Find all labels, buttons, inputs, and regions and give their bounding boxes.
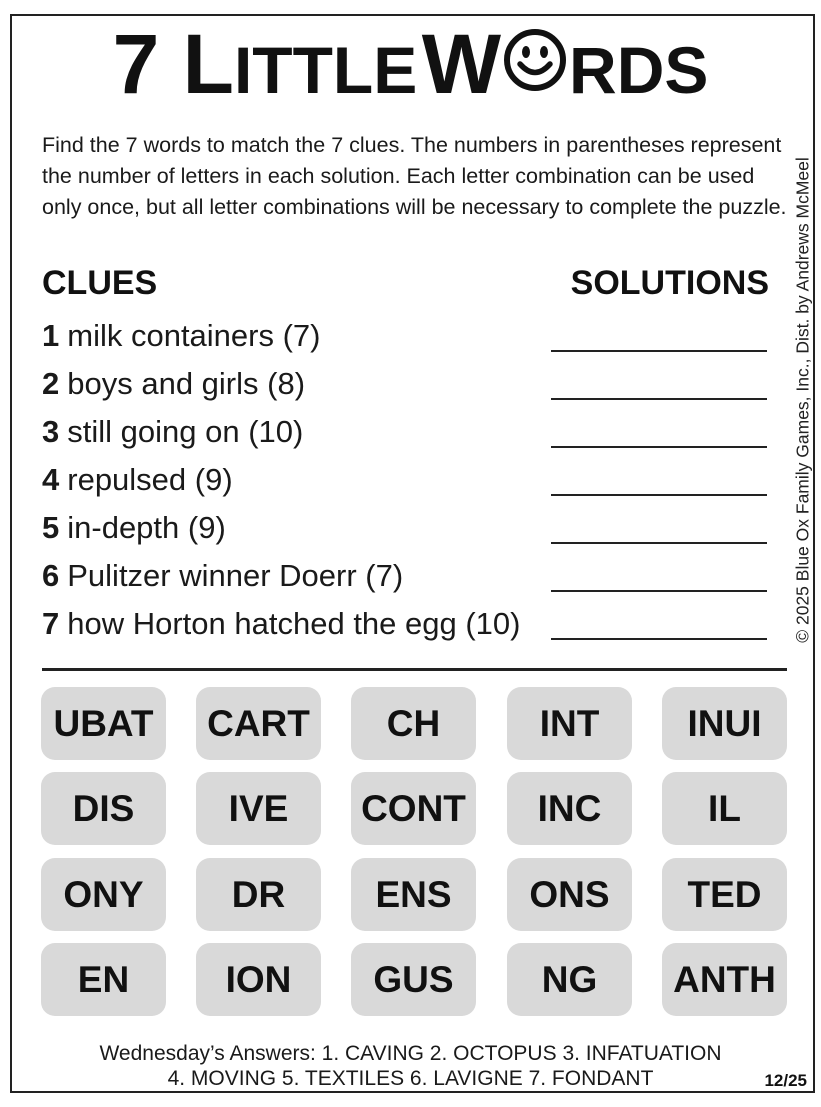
letter-tile[interactable]: CH [351, 687, 476, 760]
letter-tile[interactable]: DIS [41, 772, 166, 845]
solution-blank-5[interactable] [551, 542, 767, 544]
previous-answers-line-2: 4. MOVING 5. TEXTILES 6. LAVIGNE 7. FONDANT [167, 1067, 654, 1090]
letter-tile[interactable]: ENS [351, 858, 476, 931]
clue-number: 3 [42, 414, 60, 449]
copyright-notice: © 2025 Blue Ox Family Games, Inc., Dist. by Andrews McMeel [792, 157, 813, 643]
letter-tile[interactable]: IL [662, 772, 787, 845]
solutions-heading: SOLUTIONS [570, 264, 769, 302]
clue-number: 7 [42, 606, 60, 641]
solution-blank-1[interactable] [551, 350, 767, 352]
letter-tile[interactable]: ONS [507, 858, 632, 931]
clue-number: 5 [42, 510, 60, 545]
clue-number: 1 [42, 318, 60, 353]
letter-tile[interactable]: GUS [351, 943, 476, 1016]
letter-tile[interactable]: INT [507, 687, 632, 760]
clue-number: 6 [42, 558, 60, 593]
clue-text: still going on (10) [67, 414, 304, 449]
puzzle-date: 12/25 [764, 1071, 807, 1090]
clue-4 [42, 462, 233, 498]
clue-number: 2 [42, 366, 60, 401]
solution-blank-2[interactable] [551, 398, 767, 400]
clue-text: boys and girls (8) [67, 366, 306, 401]
letter-tile[interactable]: ION [196, 943, 321, 1016]
clue-text: repulsed (9) [67, 462, 233, 497]
clue-5 [42, 510, 226, 546]
instructions: Find the 7 words to match the 7 clues. The numbers in parentheses represent the number of letters in each solution. Each letter combination can be used only once, but all letter combinations will be necessary to complete the puzzle. [42, 133, 787, 219]
letter-tile[interactable]: ONY [41, 858, 166, 931]
clue-text: Pulitzer winner Doerr (7) [67, 558, 404, 593]
clues-heading: CLUES [42, 264, 158, 302]
clue-number: 4 [42, 462, 60, 497]
solution-blank-6[interactable] [551, 590, 767, 592]
letter-tile[interactable]: EN [41, 943, 166, 1016]
puzzle-title: 7 LITTLE W RDS [112, 17, 709, 111]
solution-blank-3[interactable] [551, 446, 767, 448]
letter-tile[interactable]: CONT [351, 772, 476, 845]
letter-tile[interactable]: CART [196, 687, 321, 760]
solution-blank-4[interactable] [551, 494, 767, 496]
letter-tile[interactable]: ANTH [662, 943, 787, 1016]
clue-1 [42, 318, 321, 354]
clue-2 [42, 366, 305, 402]
letter-tile[interactable]: INC [507, 772, 632, 845]
divider [42, 668, 787, 671]
clue-6 [42, 558, 403, 594]
solution-blank-7[interactable] [551, 638, 767, 640]
previous-answers-line-1: Wednesday’s Answers: 1. CAVING 2. OCTOPUS 3. INFATUATION [99, 1042, 722, 1065]
letter-tile[interactable]: TED [662, 858, 787, 931]
letter-tile[interactable]: INUI [662, 687, 787, 760]
letter-tile[interactable]: DR [196, 858, 321, 931]
letter-tile[interactable]: UBAT [41, 687, 166, 760]
letter-tile[interactable]: NG [507, 943, 632, 1016]
clue-3 [42, 414, 303, 450]
clue-text: how Horton hatched the egg (10) [67, 606, 521, 641]
clue-text: milk containers (7) [67, 318, 321, 353]
letter-tile[interactable]: IVE [196, 772, 321, 845]
clue-7 [42, 606, 521, 642]
smiley-face-icon [502, 27, 568, 93]
clue-text: in-depth (9) [67, 510, 226, 545]
